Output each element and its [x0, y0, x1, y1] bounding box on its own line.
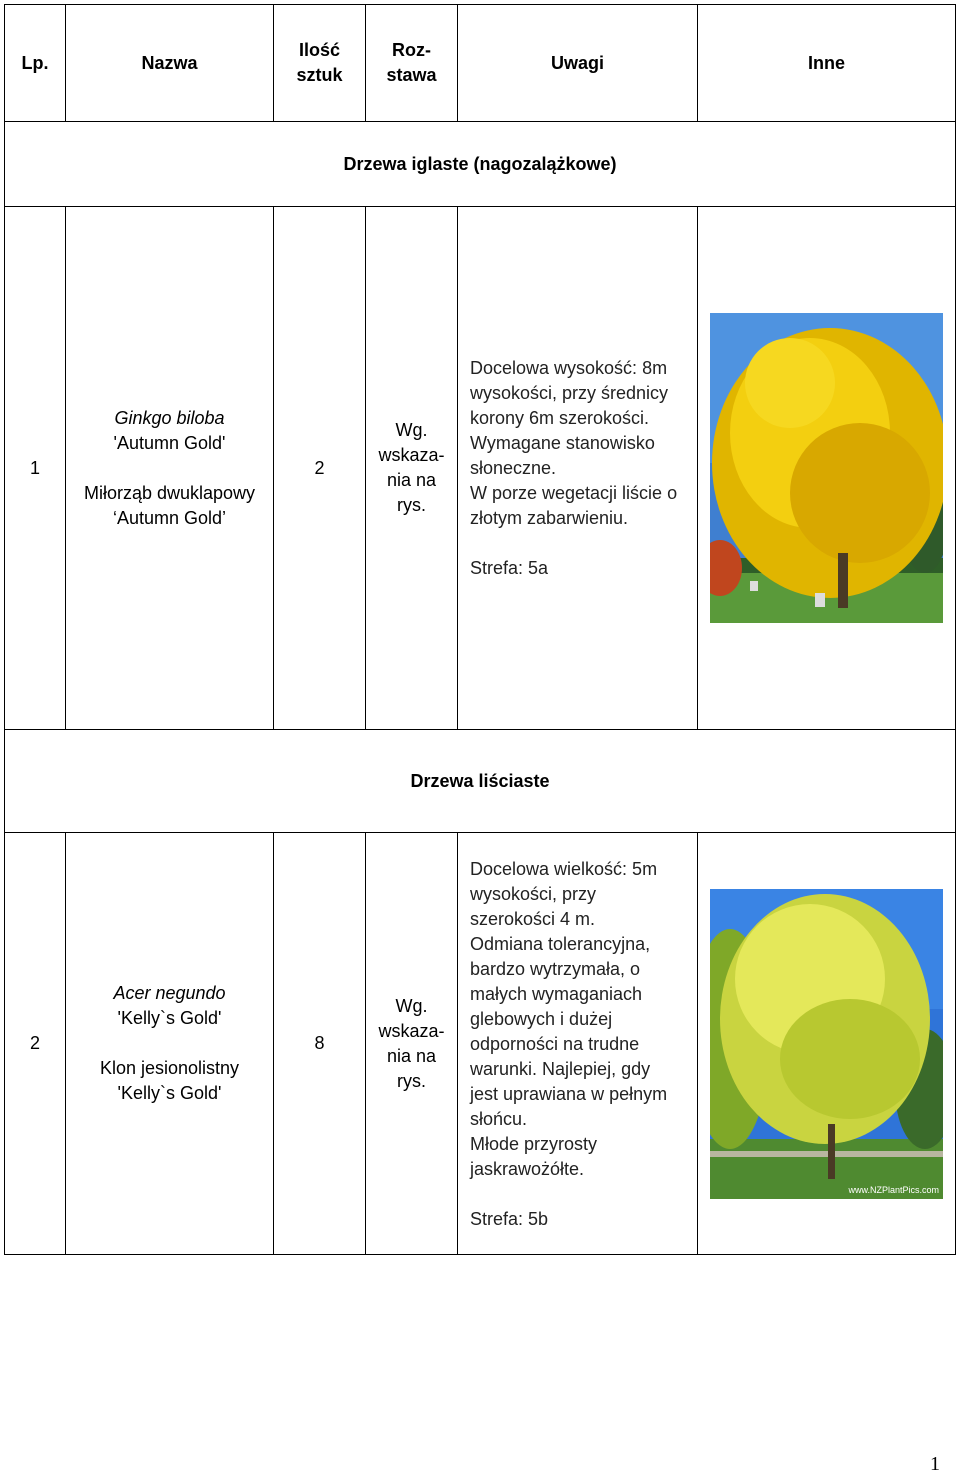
row2-lp: 2 [4, 832, 66, 1255]
row1-spacing-line: Wg. [395, 420, 428, 440]
section-deciduous: Drzewa liściaste [4, 729, 956, 833]
header-spacing [365, 4, 458, 122]
maple-tree-photo [710, 889, 943, 1199]
row2-note-line: Docelowa wielkość: 5m [470, 859, 658, 879]
header-qty-line2: sztuk [296, 65, 343, 85]
row2-note-line: wysokości, przy [470, 884, 597, 904]
row2-note-line: słońcu. [470, 1109, 528, 1129]
row1-notes [457, 206, 698, 730]
row2-spacing-line: rys. [397, 1070, 426, 1091]
row2-name [65, 832, 274, 1255]
row1-name [65, 206, 274, 730]
row2-note-line: odporności na trudne [470, 1034, 640, 1054]
header-notes: Uwagi [457, 4, 698, 122]
row1-polish: Miłorząb dwuklapowy [83, 482, 256, 503]
row1-note-line: korony 6m szerokości. [470, 407, 650, 428]
row2-note-line: glebowych i dużej [470, 1009, 613, 1029]
row1-spacing [365, 206, 458, 730]
row2-note-line: jest uprawiana w pełnym [470, 1084, 668, 1104]
row1-note-line: słoneczne. [470, 457, 557, 478]
row2-spacing [365, 832, 458, 1255]
section-conifers: Drzewa iglaste (nagozalążkowe) [4, 121, 956, 207]
header-qty-line1: Ilość [298, 40, 341, 60]
row2-polish: Klon jesionolistny [99, 1058, 240, 1078]
row2-polish-cultivar: 'Kelly`s Gold' [117, 1083, 222, 1103]
row2-note-line: szerokości 4 m. [470, 909, 596, 929]
ginkgo-tree-photo [710, 313, 943, 623]
row2-notes [457, 832, 698, 1255]
header-lp: Lp. [4, 4, 66, 122]
row1-spacing-line: nia na [386, 470, 437, 490]
row1-polish-cultivar: ‘Autumn Gold’ [112, 507, 227, 528]
row1-image-cell [697, 206, 956, 730]
row2-zone: Strefa: 5b [470, 1209, 549, 1229]
row2-qty: 8 [273, 832, 366, 1255]
page-number: 1 [930, 1453, 940, 1475]
row2-note-line: Młode przyrosty [470, 1134, 598, 1154]
row1-spacing-line: wskaza- [378, 445, 445, 465]
row1-qty: 2 [273, 206, 366, 730]
row2-spacing-line: wskaza- [378, 1020, 445, 1041]
row2-note-line: małych wymaganiach [470, 984, 643, 1004]
row2-spacing-line: Wg. [395, 995, 428, 1016]
row1-latin: Ginkgo biloba [114, 407, 225, 428]
row2-note-line: warunki. Najlepiej, gdy [470, 1059, 651, 1079]
row1-cultivar: 'Autumn Gold' [113, 432, 226, 453]
row2-image-cell [697, 832, 956, 1255]
row1-note-line: W porze wegetacji liście o [470, 482, 678, 503]
row2-latin: Acer negundo [113, 983, 226, 1003]
image-watermark: www.NZPlantPics.com [848, 1184, 939, 1195]
row1-note-line: wysokości, przy średnicy [470, 382, 669, 403]
row1-note-line: złotym zabarwieniu. [470, 507, 629, 528]
header-spacing-line2: stawa [386, 65, 437, 85]
header-spacing-line1: Roz- [392, 40, 431, 60]
header-name: Nazwa [65, 4, 274, 122]
row2-note-line: Odmiana tolerancyjna, [470, 934, 651, 954]
row2-note-line: bardzo wytrzymała, o [470, 959, 641, 979]
row1-note-line: Docelowa wysokość: 8m [470, 357, 668, 378]
header-qty [273, 4, 366, 122]
row2-spacing-line: nia na [386, 1045, 437, 1066]
row2-cultivar: 'Kelly`s Gold' [117, 1008, 222, 1028]
row1-spacing-line: rys. [397, 495, 426, 515]
header-other: Inne [697, 4, 956, 122]
row1-zone: Strefa: 5a [470, 557, 549, 578]
row1-note-line: Wymagane stanowisko [470, 432, 655, 453]
row1-lp: 1 [4, 206, 66, 730]
row2-note-line: jaskrawożółte. [470, 1159, 585, 1179]
